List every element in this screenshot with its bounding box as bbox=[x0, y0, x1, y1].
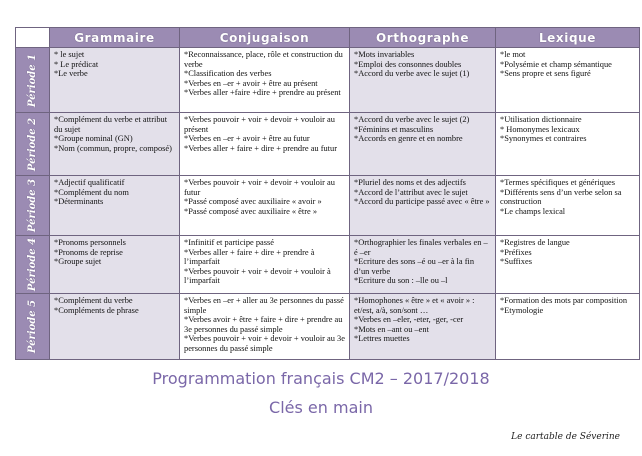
table-cell bbox=[350, 48, 496, 113]
cell-line: *Verbes pouvoir + voir + devoir + vouloir au 3e personnes du passé simple bbox=[184, 334, 345, 353]
table-cell bbox=[180, 113, 350, 176]
programmation-table bbox=[15, 27, 640, 360]
cell-line: *Polysémie et champ sémantique bbox=[500, 59, 612, 69]
cell-line: * Le prédicat bbox=[54, 59, 99, 69]
cell-line: *Pluriel des noms et des adjectifs bbox=[354, 178, 466, 187]
table-cell bbox=[496, 236, 640, 294]
cell-line: *Infinitif et participe passé bbox=[184, 238, 274, 247]
cell-line: *Classification des verbes bbox=[184, 69, 272, 79]
cell-line: *Verbes en –er + avoir + être au présent bbox=[184, 78, 318, 88]
cell-line: *Passé composé avec auxiliaire « avoir » bbox=[184, 197, 322, 207]
cell-line: *Verbes aller + faire + dire + prendre à l’imparfait bbox=[184, 247, 315, 267]
cell-line: *Accord du verbe avec le sujet (1) bbox=[354, 69, 470, 79]
cell-line: *Passé composé avec auxiliaire « être » bbox=[184, 206, 318, 216]
table-cell bbox=[350, 113, 496, 176]
cell-line: *Ecriture du son : –lle ou –l bbox=[354, 276, 448, 286]
period-label-text: Période 1 bbox=[27, 53, 38, 107]
period-label-text: Période 5 bbox=[27, 299, 38, 354]
cell-line: *Verbes pouvoir + voir + devoir + vouloir à l’imparfait bbox=[184, 266, 331, 286]
author-signature: Le cartable de Séverine bbox=[511, 432, 620, 442]
cell-line: *Complément du verbe et attribut du sujet bbox=[54, 115, 168, 134]
table-cell bbox=[496, 113, 640, 176]
cell-line: *Accords en genre et en nombre bbox=[354, 134, 463, 144]
cell-line: *Déterminants bbox=[54, 197, 104, 207]
cell-line: *Emploi des consonnes doubles bbox=[354, 59, 462, 69]
table-cell bbox=[496, 294, 640, 360]
cell-line: *Reconnaissance, place, rôle et construction du verbe bbox=[184, 50, 343, 69]
cell-line: *Suffixes bbox=[500, 257, 532, 267]
cell-line: *Accord du verbe avec le sujet (2) bbox=[354, 115, 470, 124]
cell-line: *Préfixes bbox=[500, 247, 532, 257]
cell-line: *le mot bbox=[500, 50, 526, 59]
table-cell bbox=[50, 48, 180, 113]
cell-line: *Groupe nominal (GN) bbox=[54, 134, 133, 144]
period-label bbox=[16, 176, 50, 236]
cell-line: *Différents sens d’un verbe selon sa construction bbox=[500, 187, 622, 207]
period-label bbox=[16, 48, 50, 113]
column-header: Grammaire bbox=[50, 28, 180, 48]
table-cell bbox=[350, 176, 496, 236]
cell-line: *Verbes en –er + avoir + être au futur bbox=[184, 134, 310, 144]
cell-line: *Accord de l’attribut avec le sujet bbox=[354, 187, 468, 197]
cell-line: *Ecriture des sons –é ou –er à la fin d’un verbe bbox=[354, 257, 475, 276]
cell-line: *Verbes aller + faire + dire + prendre au futur bbox=[184, 143, 337, 153]
period-label-text: Période 3 bbox=[27, 178, 38, 233]
table-cell bbox=[180, 294, 350, 360]
document-subtitle: Clés en main bbox=[269, 398, 373, 417]
table-cell bbox=[50, 176, 180, 236]
period-label bbox=[16, 113, 50, 176]
column-header: Lexique bbox=[496, 28, 640, 48]
cell-line: *Compléments de phrase bbox=[54, 305, 139, 315]
cell-line: *Verbes pouvoir + voir + devoir + vouloir au présent bbox=[184, 115, 335, 134]
cell-line: *Complément du verbe bbox=[54, 296, 133, 305]
cell-line: *Verbes en –eler, -eter, -ger, -cer bbox=[354, 315, 464, 325]
cell-line: *Formation des mots par composition bbox=[500, 296, 628, 305]
cell-line: *Verbes aller +faire +dire + prendre au présent bbox=[184, 88, 341, 98]
table-cell bbox=[180, 176, 350, 236]
cell-line: *Etymologie bbox=[500, 305, 544, 315]
cell-line: *Orthographier les finales verbales en –é –er bbox=[354, 238, 488, 257]
cell-line: *Accord du participe passé avec « être » bbox=[354, 197, 490, 207]
table-cell bbox=[180, 48, 350, 113]
table-cell bbox=[50, 294, 180, 360]
period-label bbox=[16, 236, 50, 294]
cell-line: *Synonymes et contraires bbox=[500, 134, 587, 144]
cell-line: *Mots en –ant ou –ent bbox=[354, 324, 429, 334]
period-label-text: Période 2 bbox=[27, 117, 38, 171]
cell-line: *Homophones « être » et « avoir » : et/est, a/à, son/sont … bbox=[354, 296, 475, 315]
table-cell bbox=[496, 48, 640, 113]
table-cell bbox=[50, 113, 180, 176]
cell-line: *Mots invariables bbox=[354, 50, 415, 59]
cell-line: *Verbes avoir + être + faire + dire + prendre au 3e personnes du passé simple bbox=[184, 315, 343, 334]
column-header: Orthographe bbox=[350, 28, 496, 48]
cell-line: *Sens propre et sens figuré bbox=[500, 69, 591, 79]
cell-line: *Registres de langue bbox=[500, 238, 570, 247]
cell-line: *Groupe sujet bbox=[54, 257, 102, 267]
cell-line: *Complément du nom bbox=[54, 187, 129, 197]
cell-line: *Pronoms de reprise bbox=[54, 247, 123, 257]
table-cell bbox=[350, 236, 496, 294]
table-cell bbox=[180, 236, 350, 294]
cell-line: *Lettres muettes bbox=[354, 334, 410, 344]
table-cell bbox=[350, 294, 496, 360]
table-cell bbox=[50, 236, 180, 294]
cell-line: *Verbes pouvoir + voir + devoir + vouloir au futur bbox=[184, 178, 335, 197]
period-label-text: Période 4 bbox=[27, 237, 38, 292]
cell-line: *Utilisation dictionnaire bbox=[500, 115, 582, 124]
cell-line: *Adjectif qualificatif bbox=[54, 178, 125, 187]
period-label bbox=[16, 294, 50, 360]
cell-line: *Termes spécifiques et génériques bbox=[500, 178, 615, 187]
table-cell bbox=[496, 176, 640, 236]
cell-line: *Verbes en –er + aller au 3e personnes du passé simple bbox=[184, 296, 344, 315]
column-header: Conjugaison bbox=[180, 28, 350, 48]
cell-line: *Le champs lexical bbox=[500, 206, 566, 216]
cell-line: *Féminins et masculins bbox=[354, 124, 434, 134]
cell-line: *Le verbe bbox=[54, 69, 88, 79]
cell-line: *Pronoms personnels bbox=[54, 238, 126, 247]
cell-line: * Homonymes lexicaux bbox=[500, 124, 580, 134]
cell-line: *Nom (commun, propre, composé) bbox=[54, 143, 172, 153]
table-corner bbox=[16, 28, 50, 48]
document-title: Programmation français CM2 – 2017/2018 bbox=[152, 369, 490, 388]
cell-line: * le sujet bbox=[54, 50, 85, 59]
